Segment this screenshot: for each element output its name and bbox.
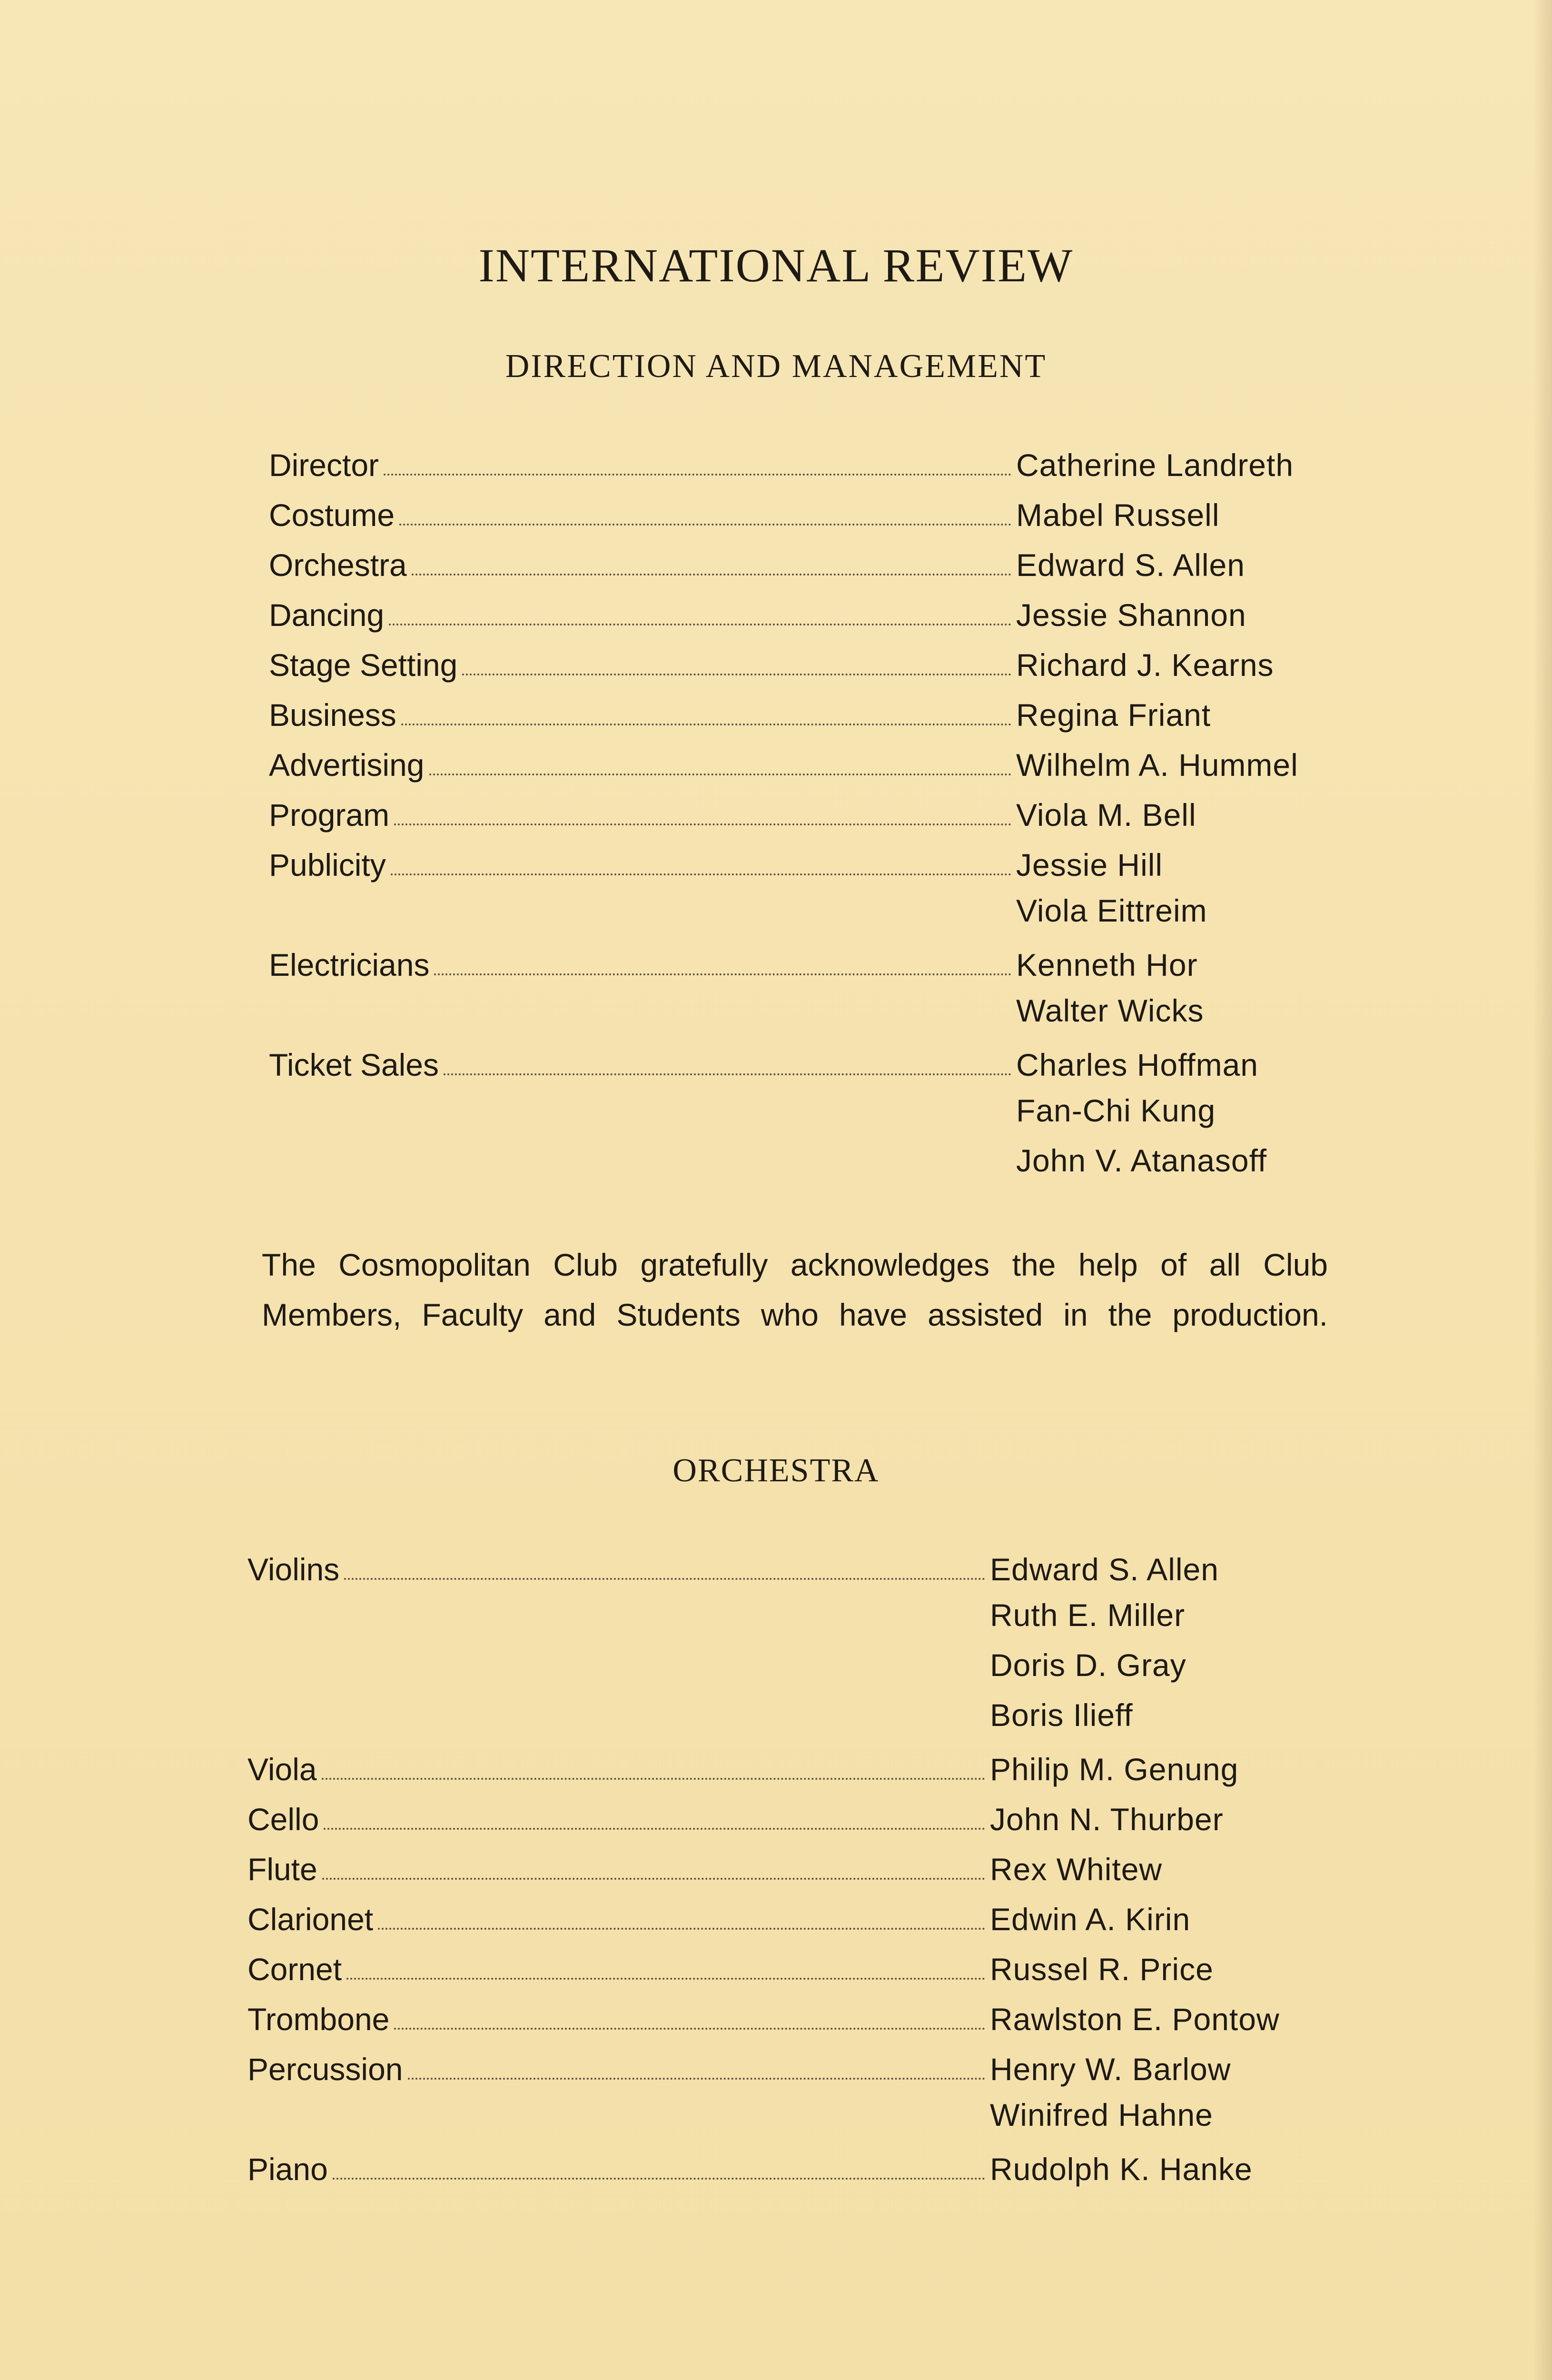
orchestra-credit-row: [247, 1737, 1314, 1787]
role-label: Viola: [247, 1752, 317, 1787]
person-name: Doris D. Gray: [990, 1647, 1186, 1683]
person-name: Edwin A. Kirin: [990, 1902, 1191, 1937]
dot-leader: [412, 574, 1011, 575]
person-name: Jessie Shannon: [1016, 597, 1246, 633]
person-name: Fan-Chi Kung: [1016, 1093, 1216, 1128]
dot-leader: [444, 1073, 1011, 1075]
role-label: Advertising: [269, 747, 425, 783]
role-label: Piano: [247, 2152, 328, 2187]
dot-leader: [333, 2178, 985, 2180]
person-name: Charles Hoffman: [1016, 1047, 1259, 1082]
direction-credit-row: [269, 433, 1333, 483]
person-name: Edward S. Allen: [1016, 547, 1245, 583]
orchestra-credit-row: [247, 1837, 1314, 1887]
person-name: Catherine Landreth: [1016, 447, 1294, 483]
dot-leader: [434, 973, 1011, 975]
person-name: Regina Friant: [1016, 697, 1211, 733]
person-name: John V. Atanasoff: [1016, 1143, 1267, 1178]
acknowledgement: [262, 1240, 1328, 1340]
role-label: Ticket Sales: [269, 1047, 439, 1082]
orchestra-heading: ORCHESTRA: [672, 1452, 880, 1489]
role-label: Electricians: [269, 947, 430, 982]
role-label: Cornet: [247, 1952, 342, 1987]
person-name: Viola Eittreim: [1016, 893, 1207, 928]
direction-credit-row: [269, 733, 1333, 783]
orchestra-credit-row: [247, 2037, 1314, 2087]
person-name: Rudolph K. Hanke: [990, 2152, 1253, 2187]
role-label: Publicity: [269, 847, 386, 883]
role-label: Program: [269, 797, 390, 833]
role-label: Trombone: [247, 2002, 390, 2037]
dot-leader: [389, 624, 1011, 625]
person-name: John N. Thurber: [990, 1802, 1224, 1837]
direction-credit-row: [269, 683, 1333, 733]
person-name: Viola M. Bell: [1016, 797, 1196, 833]
orchestra-credit-row: [247, 1887, 1314, 1937]
dot-leader: [322, 1878, 985, 1880]
role-label: Flute: [247, 1852, 317, 1887]
direction-heading: DIRECTION AND MANAGEMENT: [505, 348, 1047, 385]
direction-credit-row: [269, 833, 1333, 883]
dot-leader: [322, 1778, 985, 1780]
direction-credit-row: [269, 533, 1333, 583]
role-label: Business: [269, 697, 396, 733]
person-name: Philip M. Genung: [990, 1752, 1239, 1787]
role-label: Violins: [247, 1552, 340, 1587]
person-name: Edward S. Allen: [990, 1552, 1219, 1587]
role-label: Director: [269, 447, 379, 483]
dot-leader: [378, 1928, 985, 1930]
person-name: Rex Whitew: [990, 1852, 1163, 1887]
orchestra-credit-row: [247, 2137, 1314, 2187]
orchestra-credit-row: [247, 1937, 1314, 1987]
dot-leader: [401, 724, 1011, 725]
role-label: Stage Setting: [269, 647, 458, 683]
direction-credit-row: [269, 1033, 1333, 1083]
dot-leader: [394, 2028, 985, 2030]
direction-credit-row: [269, 483, 1333, 533]
person-name: Russel R. Price: [990, 1952, 1214, 1987]
orchestra-credit-row: [247, 1537, 1314, 1587]
person-name: Boris Ilieff: [990, 1697, 1133, 1733]
role-label: Orchestra: [269, 547, 407, 583]
dot-leader: [462, 674, 1011, 675]
direction-credit-row: [269, 633, 1333, 683]
person-name: Rawlston E. Pontow: [990, 2002, 1280, 2037]
person-name: Wilhelm A. Hummel: [1016, 747, 1298, 783]
acknowledgement-line-1: The Cosmopolitan Club gratefully acknowledges the help of all Club: [262, 1247, 1328, 1282]
dot-leader: [429, 774, 1012, 775]
role-label: Percussion: [247, 2052, 403, 2087]
dot-leader: [399, 524, 1011, 526]
person-name: Henry W. Barlow: [990, 2052, 1231, 2087]
role-label: Dancing: [269, 597, 385, 633]
direction-credit-row: [269, 583, 1333, 633]
dot-leader: [324, 1828, 985, 1830]
role-label: Costume: [269, 497, 395, 533]
role-label: Cello: [247, 1802, 319, 1837]
dot-leader: [346, 1978, 985, 1980]
orchestra-credit-row: [247, 1987, 1314, 2037]
dot-leader: [394, 823, 1011, 825]
person-name: Winifred Hahne: [990, 2097, 1213, 2132]
dot-leader: [391, 873, 1011, 875]
dot-leader: [344, 1578, 985, 1580]
page-title: INTERNATIONAL REVIEW: [478, 239, 1074, 292]
person-name: Walter Wicks: [1016, 993, 1204, 1028]
orchestra-credit-row: [247, 1787, 1314, 1837]
dot-leader: [384, 474, 1011, 476]
person-name: Kenneth Hor: [1016, 947, 1198, 982]
person-name: Jessie Hill: [1016, 847, 1163, 883]
role-label: Clarionet: [247, 1902, 374, 1937]
person-name: Richard J. Kearns: [1016, 647, 1274, 683]
acknowledgement-line-2: Members, Faculty and Students who have assisted in the production.: [262, 1297, 1328, 1332]
person-name: Ruth E. Miller: [990, 1597, 1186, 1633]
person-name: Mabel Russell: [1016, 497, 1220, 533]
dot-leader: [408, 2078, 986, 2080]
direction-credit-row: [269, 783, 1333, 833]
direction-credit-row: [269, 933, 1333, 983]
